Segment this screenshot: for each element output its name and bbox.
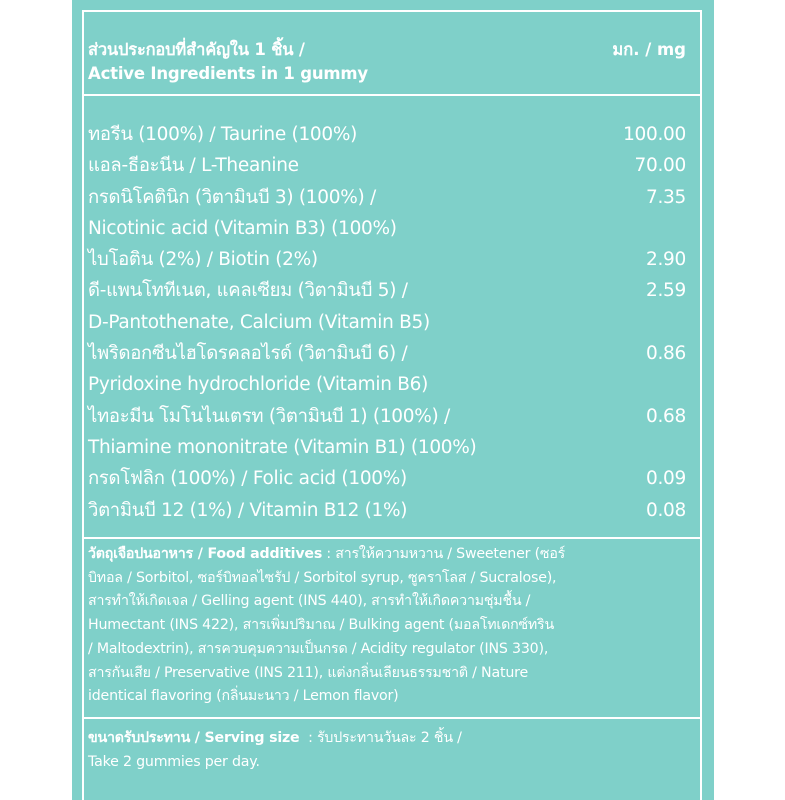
additives-text: / Maltodextrin), สารควบคุมความเป็นกรด / Acidity regulator (INS 330), [88, 640, 549, 657]
ingredient-name: กรดนิโคตินิก (วิตามินบี 3) (100%) / [88, 186, 376, 208]
ingredient-row [88, 495, 686, 526]
additives-text: : สารให้ความหวาน / Sweetener (ซอร์ [322, 546, 566, 562]
ingredient-name: แอล-ธีอะนีน / L-Theanine [88, 155, 299, 177]
ingredient-value: 100.00 [623, 124, 686, 145]
ingredient-row [88, 338, 686, 401]
ingredient-value: 7.35 [646, 186, 686, 208]
additives-text: บิทอล / Sorbitol, ซอร์บิทอลไซรัป / Sorbitol syrup, ซูคราโลส / Sucralose), [88, 569, 557, 586]
ingredient-row [88, 463, 686, 494]
ingredient-name: ไบโอติน (2%) / Biotin (2%) [88, 249, 318, 271]
ingredients-header [88, 38, 686, 86]
additives-divider [82, 537, 702, 539]
ingredient-value: 2.90 [646, 249, 686, 271]
additives-label: วัตถุเจือปนอาหาร / Food additives [88, 546, 323, 562]
ingredient-name: ดี-แพนโททีเนต, แคลเซียม (วิตามินบี 5) / [88, 280, 408, 302]
ingredients-list [88, 119, 686, 526]
ingredient-name: ไทอะมีน โมโนไนเตรท (วิตามินบี 1) (100%) / [88, 405, 450, 427]
additives-text: สารกันเสีย / Preservative (INS 211), แต่งกลิ่นเลียนธรรมชาติ / Nature [88, 664, 528, 681]
serving-text: Take 2 gummies per day. [88, 754, 260, 770]
ingredient-name: วิตามินบี 12 (1%) / Vitamin B12 (1%) [88, 499, 408, 521]
ingredient-value: 0.09 [646, 468, 686, 490]
ingredient-name: Nicotinic acid (Vitamin B3) (100%) [88, 217, 397, 239]
ingredient-value: 70.00 [634, 155, 686, 177]
serving-label: ขนาดรับประทาน / Serving size [88, 730, 300, 746]
serving-size [88, 726, 688, 774]
ingredient-value: 0.86 [646, 343, 686, 365]
ingredient-name: กรดโฟลิก (100%) / Folic acid (100%) [88, 468, 407, 490]
header-divider [82, 94, 702, 96]
ingredient-name: Pyridoxine hydrochloride (Vitamin B6) [88, 374, 429, 396]
serving-divider [82, 717, 702, 719]
ingredient-name: D-Pantothenate, Calcium (Vitamin B5) [88, 311, 430, 333]
additives-text: Humectant (INS 422), สารเพิ่มปริมาณ / Bulking agent (มอลโทเดกซ์ทริน [88, 617, 554, 634]
additives-text: identical flavoring (กลิ่นมะนาว / Lemon flavor) [88, 688, 399, 705]
ingredient-name: ทอรีน (100%) / Taurine (100%) [88, 124, 358, 145]
header-unit: มก. / mg [612, 40, 686, 59]
ingredient-row [88, 182, 686, 245]
ingredient-value: 0.68 [646, 405, 686, 427]
ingredient-row [88, 401, 686, 464]
ingredient-value: 0.08 [646, 499, 686, 521]
additives-text: สารทำให้เกิดเจล / Gelling agent (INS 440), สารทำให้เกิดความชุ่มชื้น / [88, 593, 531, 610]
serving-text: : รับประทานวันละ 2 ชิ้น / [299, 730, 462, 746]
header-title-english: Active Ingredients in 1 gummy [88, 64, 368, 83]
header-title-thai: ส่วนประกอบที่สำคัญใน 1 ชิ้น / [88, 40, 305, 59]
ingredient-value: 2.59 [646, 280, 686, 302]
ingredient-row [88, 275, 686, 338]
ingredient-name: ไพริดอกซีนไฮโดรคลอไรด์ (วิตามินบี 6) / [88, 343, 408, 365]
ingredient-row [88, 150, 686, 181]
ingredient-name: Thiamine mononitrate (Vitamin B1) (100%) [88, 436, 477, 458]
ingredient-row [88, 119, 686, 150]
food-additives [88, 543, 688, 709]
ingredient-row [88, 244, 686, 275]
